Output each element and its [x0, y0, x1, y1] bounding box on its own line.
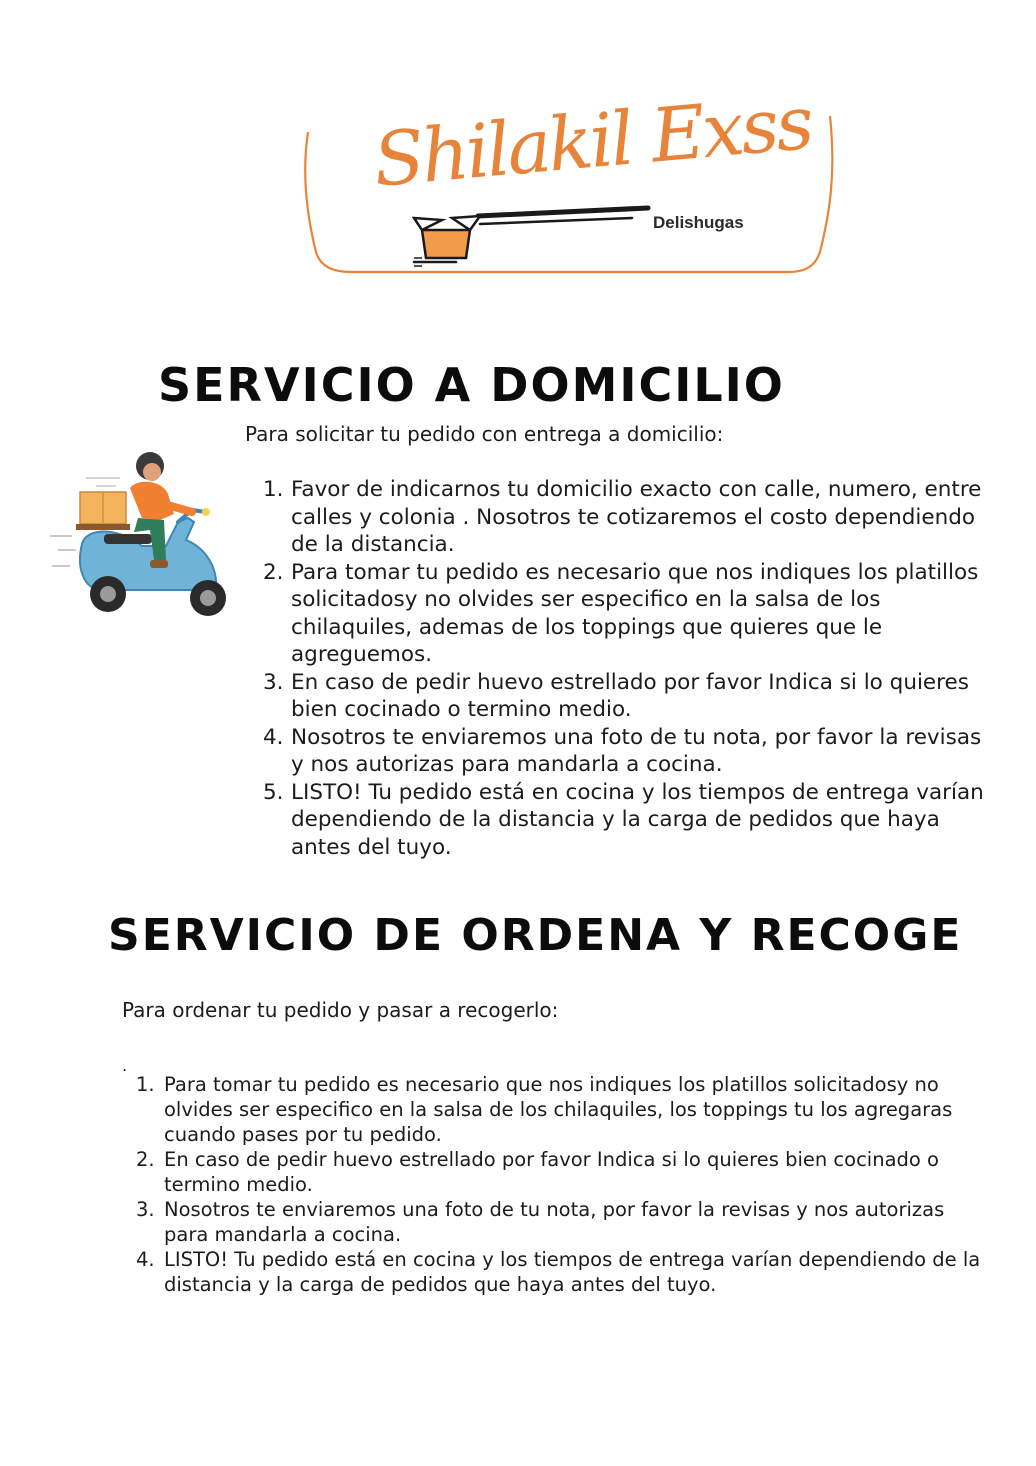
delivery-title: SERVICIO A DOMICILIO	[158, 358, 785, 412]
list-item	[136, 1072, 994, 1147]
step-text: Favor de indicarnos tu domicilio exacto con calle, numero, entre calles y colonia . Nosotros te cotizaremos el costo dependiendo de la distancia.	[291, 477, 982, 557]
delivery-steps	[263, 476, 996, 861]
list-item	[263, 476, 996, 559]
fork-icon	[412, 256, 458, 268]
step-text: En caso de pedir huevo estrellado por favor Indica si lo quieres bien cocinado o termino medio.	[291, 669, 969, 722]
step-number: 3.	[263, 669, 284, 695]
step-text: Para tomar tu pedido es necesario que nos indiques los platillos solicitadosy no olvides ser especifico en la salsa de los chilaquiles, los toppings tu los agregaras cuando pases por tu pedido.	[164, 1073, 953, 1146]
list-item	[263, 559, 996, 669]
step-text: Para tomar tu pedido es necesario que nos indiques los platillos solicitadosy no olvides ser especifico en la salsa de los chilaquiles, ademas de los toppings que quieres que le agreguemos.	[291, 559, 979, 667]
step-number: 2.	[263, 559, 284, 585]
step-text: LISTO! Tu pedido está en cocina y los tiempos de entrega varían dependiendo de la distancia y la carga de pedidos que haya antes del tuyo.	[164, 1248, 981, 1296]
delivery-scooter-icon	[46, 448, 238, 620]
logo	[302, 79, 838, 276]
step-number: 4.	[136, 1248, 155, 1271]
step-text: Nosotros te enviaremos una foto de tu nota, por favor la revisas y nos autorizas para mandarla a cocina.	[164, 1198, 945, 1246]
step-number: 5.	[263, 779, 284, 805]
pickup-intro: Para ordenar tu pedido y pasar a recogerlo:	[122, 998, 559, 1022]
list-item	[136, 1147, 994, 1197]
list-item	[136, 1197, 994, 1247]
list-item	[263, 669, 996, 724]
list-item	[263, 724, 996, 779]
brand-name: Shilakil Exss	[370, 79, 815, 204]
step-text: LISTO! Tu pedido está en cocina y los tiempos de entrega varían dependiendo de la distancia y la carga de pedidos que haya antes del tuyo.	[291, 779, 984, 860]
stray-bullet: .	[122, 1056, 128, 1075]
step-number: 1.	[136, 1073, 155, 1096]
pickup-title: SERVICIO DE ORDENA Y RECOGE	[108, 910, 963, 961]
list-item	[136, 1247, 994, 1297]
list-item	[263, 779, 996, 862]
pickup-steps	[136, 1072, 994, 1297]
step-number: 4.	[263, 724, 284, 750]
step-text: En caso de pedir huevo estrellado por favor Indica si lo quieres bien cocinado o termino medio.	[164, 1148, 939, 1196]
brand-tagline: Delishugas	[653, 213, 744, 232]
step-number: 1.	[263, 477, 284, 502]
step-text: Nosotros te enviaremos una foto de tu nota, por favor la revisas y nos autorizas para mandarla a cocina.	[291, 724, 982, 777]
step-number: 2.	[136, 1148, 155, 1171]
delivery-intro: Para solicitar tu pedido con entrega a domicilio:	[245, 422, 724, 446]
step-number: 3.	[136, 1198, 155, 1221]
